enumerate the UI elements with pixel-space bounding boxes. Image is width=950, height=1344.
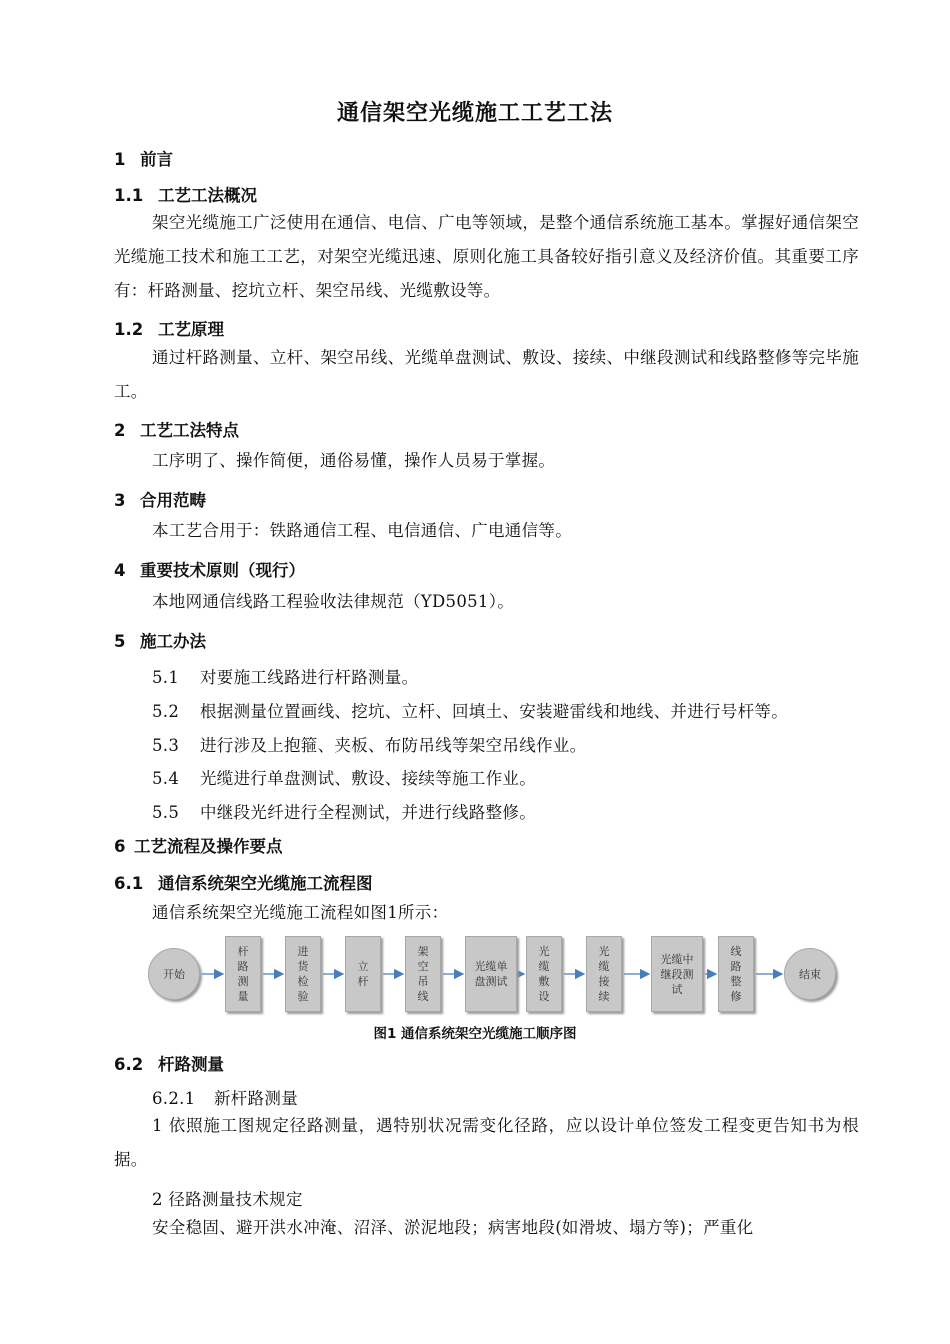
section-1-heading — [114, 146, 173, 170]
section-number: 6.1 — [114, 874, 144, 893]
flow-step-node — [285, 936, 321, 1012]
section-number: 1.2 — [114, 320, 144, 339]
flow-node-label: 开始 — [163, 967, 185, 981]
section-1-1-heading — [114, 182, 257, 206]
item-text: 中继段光纤进行全程测试，并进行线路整修。 — [200, 803, 536, 822]
flow-step-node — [345, 936, 381, 1012]
subsection-number: 6.2.1 — [152, 1089, 196, 1108]
item-number: 5.1 — [152, 668, 180, 687]
section-3-paragraph: 本工艺合用于：铁路通信工程、电信通信、广电通信等。 — [152, 521, 572, 540]
method-item — [152, 664, 418, 688]
section-number: 3 — [114, 491, 126, 510]
flow-step-node — [225, 936, 261, 1012]
item-text: 对要施工线路进行杆路测量。 — [200, 668, 419, 687]
section-4-paragraph: 本地网通信线路工程验收法律规范（YD5051）。 — [152, 592, 515, 611]
method-item — [152, 698, 788, 722]
item-text: 光缆进行单盘测试、敷设、接续等施工作业。 — [200, 769, 536, 788]
section-6-1-paragraph: 通信系统架空光缆施工流程如图1所示： — [152, 903, 449, 922]
rule-1-paragraph: 1 依照施工图规定径路测量，遇特别状况需变化径路，应以设计单位签发工程变更告知书为根据。 — [114, 1116, 859, 1169]
item-text: 进行涉及上抱箍、夹板、布防吊线等架空吊线作业。 — [200, 736, 587, 755]
method-item — [152, 799, 536, 823]
flow-node-label: 立杆 — [357, 960, 369, 988]
item-number: 5.5 — [152, 803, 180, 822]
section-1-2-heading — [114, 316, 224, 340]
flow-end-node — [784, 948, 836, 1000]
rule-2-paragraph: 安全稳固、避开洪水冲淹、沼泽、淤泥地段；病害地段(如滑坡、塌方等)；严重化 — [152, 1218, 754, 1237]
section-6-heading — [114, 833, 283, 857]
method-item — [152, 732, 586, 756]
flow-node-label: 线路整修 — [730, 945, 742, 1003]
flow-node-label: 结束 — [799, 967, 821, 981]
flow-step-node — [405, 936, 441, 1012]
construction-flowchart — [148, 934, 838, 1014]
section-title: 合用范畴 — [140, 491, 206, 510]
flow-step-node — [586, 936, 622, 1012]
section-title: 杆路测量 — [158, 1055, 224, 1074]
section-title: 工艺流程及操作要点 — [134, 837, 283, 856]
flow-step-node — [465, 936, 517, 1012]
flow-node-label: 光缆单盘测试 — [474, 960, 508, 988]
figure-caption: 图1 通信系统架空光缆施工顺序图 — [373, 1026, 577, 1042]
subsection-title: 新杆路测量 — [214, 1089, 298, 1108]
section-number: 1.1 — [114, 186, 144, 205]
flow-start-node — [148, 948, 200, 1000]
section-6-2-heading — [114, 1051, 224, 1075]
flow-node-label: 进货检验 — [297, 945, 309, 1003]
section-title: 工艺工法概况 — [158, 186, 257, 205]
flow-node-label: 架空吊线 — [417, 945, 429, 1003]
item-number: 5.4 — [152, 769, 180, 788]
item-number: 5.2 — [152, 702, 180, 721]
flow-node-label: 杆路测量 — [237, 945, 249, 1003]
section-1-1-paragraph: 架空光缆施工广泛使用在通信、电信、广电等领域，是整个通信系统施工基本。掌握好通信架空光缆施工技术和施工工艺，对架空光缆迅速、原则化施工具备较好指引意义及经济价值。其重要工序有：杆路测量、挖坑立杆、架空吊线、光缆敷设等。 — [114, 213, 859, 300]
section-number: 6 — [114, 837, 126, 856]
section-number: 1 — [114, 150, 126, 169]
section-6-1-heading — [114, 870, 373, 894]
section-4-heading — [114, 557, 305, 581]
flow-step-node — [718, 936, 754, 1012]
rule-2-heading: 2 径路测量技术规定 — [152, 1190, 303, 1209]
subsection-6-2-1-heading — [152, 1085, 298, 1109]
section-5-heading — [114, 628, 206, 652]
flow-node-label: 光缆接续 — [598, 945, 610, 1003]
section-3-heading — [114, 487, 206, 511]
flow-node-label: 光缆敷设 — [538, 945, 550, 1003]
section-2-heading — [114, 417, 239, 441]
flow-step-node — [651, 936, 703, 1012]
section-number: 6.2 — [114, 1055, 144, 1074]
section-title: 工艺工法特点 — [140, 421, 239, 440]
flow-step-node — [526, 936, 562, 1012]
section-number: 4 — [114, 561, 126, 580]
method-item — [152, 765, 536, 789]
section-1-2-paragraph: 通过杆路测量、立杆、架空吊线、光缆单盘测试、敷设、接续、中继段测试和线路整修等完毕施工。 — [114, 348, 859, 401]
flow-node-label: 光缆中继段测试 — [660, 952, 694, 996]
section-title: 施工办法 — [140, 632, 206, 651]
section-title: 前言 — [140, 150, 173, 169]
section-title: 重要技术原则（现行） — [140, 561, 305, 580]
section-title: 工艺原理 — [158, 320, 224, 339]
item-number: 5.3 — [152, 736, 180, 755]
item-text: 根据测量位置画线、挖坑、立杆、回填土、安装避雷线和地线、并进行号杆等。 — [200, 702, 788, 721]
section-number: 5 — [114, 632, 126, 651]
section-2-paragraph: 工序明了、操作简便，通俗易懂，操作人员易于掌握。 — [152, 451, 556, 470]
document-title: 通信架空光缆施工工艺工法 — [336, 101, 613, 126]
section-title: 通信系统架空光缆施工流程图 — [158, 874, 373, 893]
section-number: 2 — [114, 421, 126, 440]
